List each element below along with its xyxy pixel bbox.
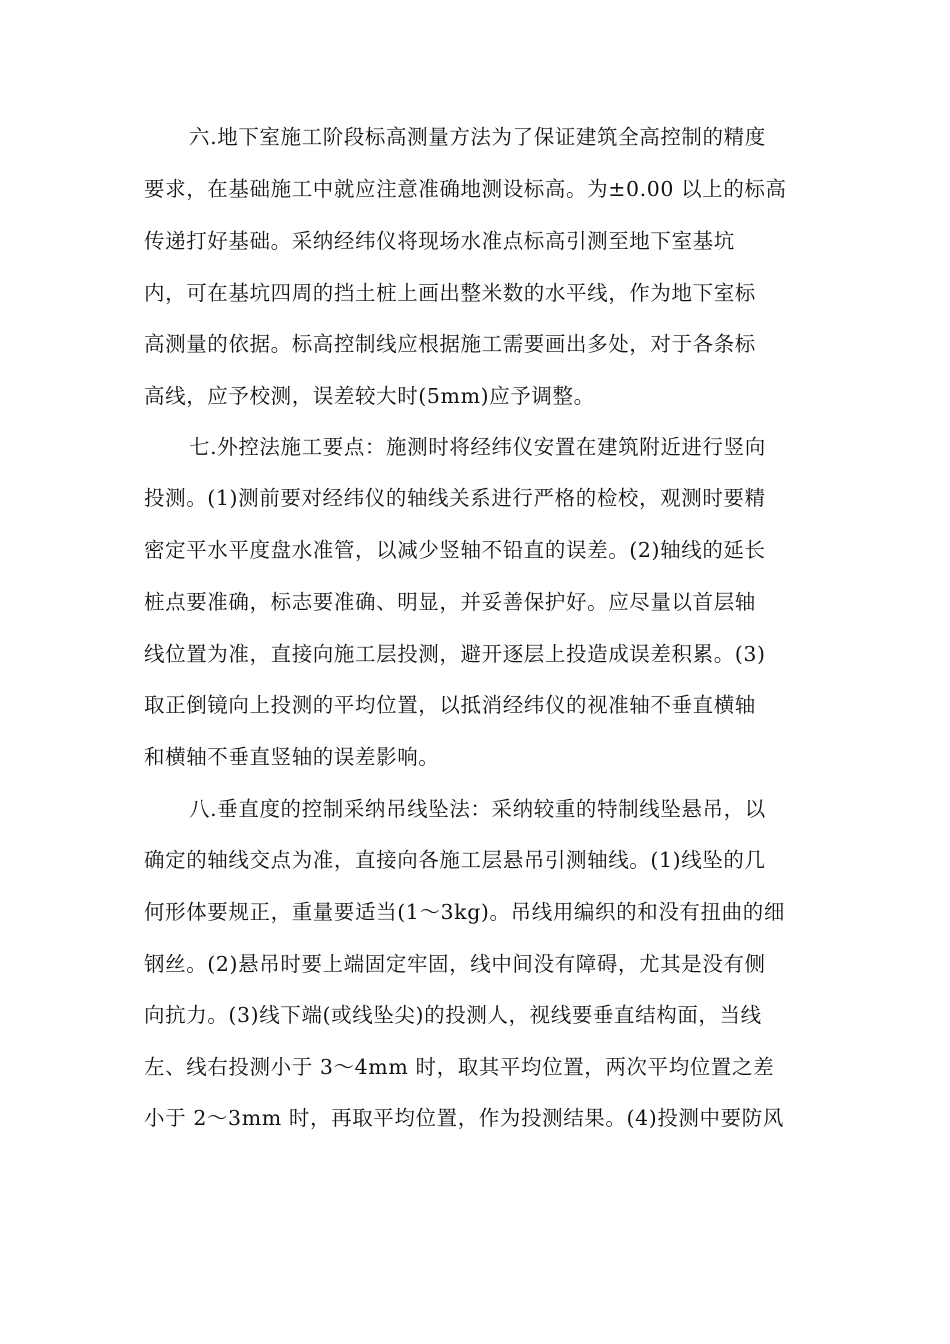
paragraph-8-line-4: 钢丝。(2)悬吊时要上端固定牢固，线中间没有障碍，尤其是没有侧: [144, 952, 766, 976]
paragraph-7-line-4: 桩点要准确，标志要准确、明显，并妥善保护好。应尽量以首层轴: [144, 590, 756, 614]
paragraph-6-line-4: 内，可在基坑四周的挡土桩上画出整米数的水平线，作为地下室标: [144, 281, 756, 305]
paragraph-8-line-1: 八.垂直度的控制采纳吊线坠法：采纳较重的特制线坠悬吊，以: [189, 797, 766, 821]
paragraph-7-line-6: 取正倒镜向上投测的平均位置，以抵消经纬仪的视准轴不垂直横轴: [144, 693, 756, 717]
paragraph-8-line-7: 小于 2～3mm 时，再取平均位置，作为投测结果。(4)投测中要防风: [144, 1106, 784, 1130]
paragraph-8-line-2: 确定的轴线交点为准，直接向各施工层悬吊引测轴线。(1)线坠的几: [144, 848, 766, 872]
paragraph-8-line-5: 向抗力。(3)线下端(或线坠尖)的投测人，视线要垂直结构面，当线: [144, 1003, 762, 1027]
paragraph-7-line-1: 七.外控法施工要点：施测时将经纬仪安置在建筑附近进行竖向: [189, 435, 766, 459]
paragraph-8-line-3: 何形体要规正，重量要适当(1～3kg)。吊线用编织的和没有扭曲的细: [144, 900, 785, 924]
paragraph-6-line-1: 六.地下室施工阶段标高测量方法为了保证建筑全高控制的精度: [189, 125, 766, 149]
paragraph-6-line-6: 高线，应予校测，误差较大时(5mm)应予调整。: [144, 384, 595, 408]
paragraph-8-line-6: 左、线右投测小于 3～4mm 时，取其平均位置，两次平均位置之差: [144, 1055, 775, 1079]
paragraph-7-line-7: 和横轴不垂直竖轴的误差影响。: [144, 745, 440, 769]
paragraph-7-line-3: 密定平水平度盘水准管，以减少竖轴不铅直的误差。(2)轴线的延长: [144, 538, 766, 562]
paragraph-6-line-3: 传递打好基础。采纳经纬仪将现场水准点标高引测至地下室基坑: [144, 229, 735, 253]
paragraph-7-line-5: 线位置为准，直接向施工层投测，避开逐层上投造成误差积累。(3): [144, 642, 766, 666]
paragraph-6-line-2: 要求，在基础施工中就应注意准确地测设标高。为±0.00 以上的标高: [144, 177, 787, 201]
paragraph-6-line-5: 高测量的依据。标高控制线应根据施工需要画出多处，对于各条标: [144, 332, 756, 356]
paragraph-7-line-2: 投测。(1)测前要对经纬仪的轴线关系进行严格的检校，观测时要精: [144, 486, 766, 510]
